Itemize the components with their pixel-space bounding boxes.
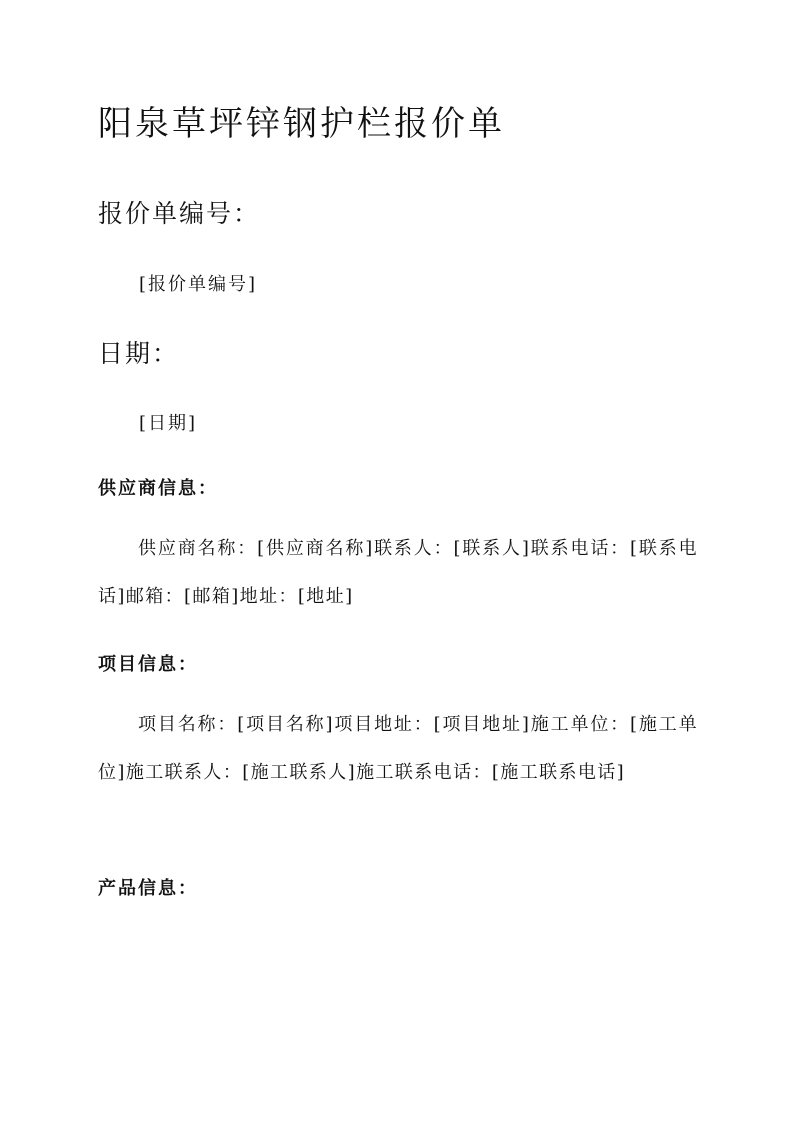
product-heading: 产品信息： xyxy=(98,878,198,899)
supplier-heading: 供应商信息： xyxy=(98,478,218,499)
document-title: 阳泉草坪锌钢护栏报价单 xyxy=(98,104,505,144)
supplier-details: 供应商名称：[供应商名称]联系人：[联系人]联系电话：[联系电话]邮箱：[邮箱]地址：[地址] xyxy=(98,538,698,607)
quote-number-value: [报价单编号] xyxy=(139,274,258,295)
date-value: [日期] xyxy=(139,413,198,434)
project-details: 项目名称：[项目名称]项目地址：[项目地址]施工单位：[施工单位]施工联系人：[施工联系人]施工联系电话：[施工联系电话] xyxy=(98,714,698,783)
quote-number-heading: 报价单编号： xyxy=(98,199,261,228)
date-heading: 日期： xyxy=(98,339,180,368)
project-heading: 项目信息： xyxy=(98,654,198,675)
